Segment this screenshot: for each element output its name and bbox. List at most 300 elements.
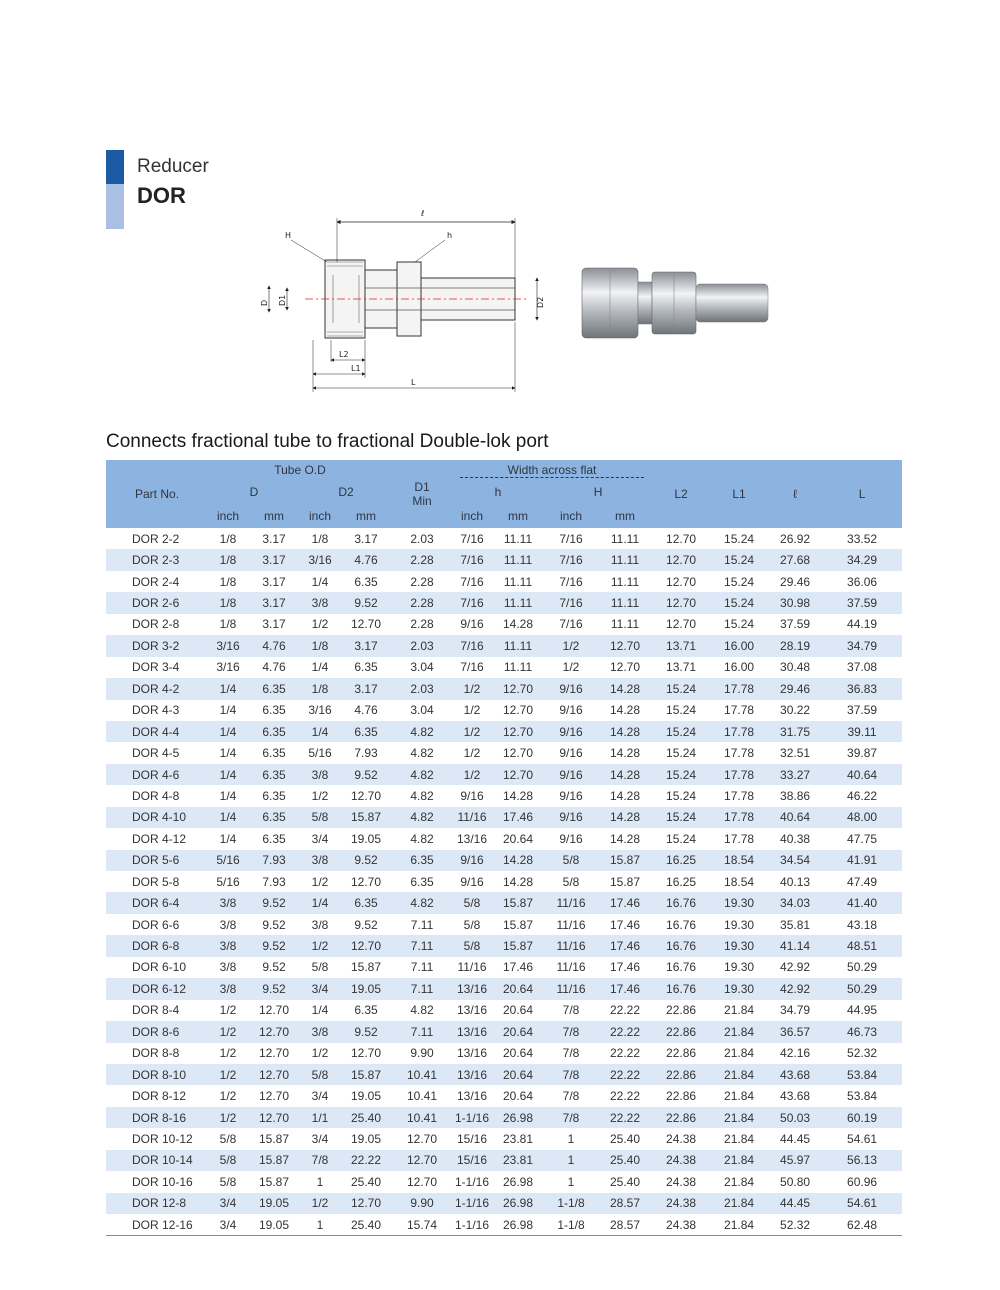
table-cell: 41.91 xyxy=(822,850,902,871)
header-H: H xyxy=(544,480,652,504)
table-cell: 17.46 xyxy=(610,960,641,975)
table-cell: 4.76 xyxy=(262,660,286,675)
table-row xyxy=(106,892,902,913)
table-cell: 1/2 xyxy=(300,935,340,956)
table-cell: 3/8 xyxy=(208,892,248,913)
table-cell: 1/2 xyxy=(311,788,329,803)
table-cell: 14.28 xyxy=(610,831,641,846)
table-cell: 15.87 xyxy=(492,892,544,913)
table-cell: 36.57 xyxy=(768,1021,822,1042)
table-cell: 12.70 xyxy=(492,764,544,785)
part-number-cell: DOR 4-4 xyxy=(106,721,208,742)
table-cell: 17.78 xyxy=(710,721,768,742)
table-cell: 9/16 xyxy=(559,831,583,846)
header-L1: L1 xyxy=(710,460,768,528)
table-cell: 5/16 xyxy=(208,850,248,871)
table-cell: 9/16 xyxy=(559,746,583,761)
table-cell: 14.28 xyxy=(492,850,544,871)
part-number-cell: DOR 12-8 xyxy=(106,1193,208,1214)
table-cell: 9/16 xyxy=(452,850,492,871)
table-cell: 10.41 xyxy=(407,1089,438,1104)
table-cell: 3/8 xyxy=(300,1021,340,1042)
table-cell: 1/2 xyxy=(208,1064,248,1085)
header-d1-min: D1 Min xyxy=(392,460,452,528)
header-D: D xyxy=(208,480,300,504)
table-cell: 15.87 xyxy=(598,850,652,871)
table-cell: 28.19 xyxy=(768,635,822,656)
table-cell: 1/2 xyxy=(562,660,580,675)
table-cell: 17.78 xyxy=(724,703,755,718)
table-cell: 11.11 xyxy=(503,531,533,546)
table-row xyxy=(106,914,902,935)
table-cell: 11.11 xyxy=(598,549,652,570)
table-cell: 5/8 xyxy=(208,1150,248,1171)
part-number-cell: DOR 10-12 xyxy=(132,1131,193,1146)
table-row xyxy=(106,1000,902,1021)
table-cell: 19.30 xyxy=(724,917,755,932)
part-number-cell: DOR 6-4 xyxy=(106,892,208,913)
table-cell: 40.38 xyxy=(780,831,811,846)
table-cell: 6.35 xyxy=(262,788,286,803)
table-cell: 25.40 xyxy=(340,1107,392,1128)
table-cell: 31.75 xyxy=(768,721,822,742)
part-number-cell: DOR 4-2 xyxy=(106,678,208,699)
table-cell: 15.87 xyxy=(610,874,641,889)
table-cell: 15.87 xyxy=(248,1150,300,1171)
part-number-cell: DOR 3-4 xyxy=(132,660,180,675)
table-cell: 9/16 xyxy=(559,788,583,803)
table-row xyxy=(106,721,902,742)
table-cell: 1 xyxy=(316,1174,324,1189)
table-row xyxy=(106,549,902,570)
header-D2: D2 xyxy=(300,480,392,504)
h-label: h xyxy=(447,231,453,240)
table-subtitle: Connects fractional tube to fractional Double-lok port xyxy=(106,431,549,452)
table-cell: 1/2 xyxy=(219,1003,237,1018)
table-cell: 12.70 xyxy=(248,1107,300,1128)
table-cell: 22.22 xyxy=(610,1003,641,1018)
L1-label: L1 xyxy=(351,364,361,373)
table-cell: 2.28 xyxy=(410,617,434,632)
part-number-cell: DOR 4-3 xyxy=(132,703,180,718)
table-cell: 12.70 xyxy=(492,678,544,699)
table-cell: 37.59 xyxy=(822,592,902,613)
table-cell: 7/8 xyxy=(544,1064,598,1085)
table-cell: 13.71 xyxy=(652,635,710,656)
table-cell: 3/16 xyxy=(308,703,332,718)
table-cell: 15/16 xyxy=(457,1131,488,1146)
table-cell: 9/16 xyxy=(544,721,598,742)
part-number-cell: DOR 10-14 xyxy=(106,1150,208,1171)
table-cell: 1/4 xyxy=(219,703,237,718)
table-cell: 15.24 xyxy=(666,788,697,803)
table-cell: 15.87 xyxy=(340,1064,392,1085)
table-cell: 5/8 xyxy=(463,917,481,932)
table-cell: 1/4 xyxy=(311,1003,329,1018)
table-cell: 1 xyxy=(567,1174,575,1189)
table-cell: 24.38 xyxy=(652,1150,710,1171)
table-cell: 14.28 xyxy=(610,788,641,803)
table-cell: 1-1/16 xyxy=(452,1214,492,1236)
table-cell: 13/16 xyxy=(452,1064,492,1085)
table-cell: 7/16 xyxy=(460,531,484,546)
table-cell: 9/16 xyxy=(460,788,484,803)
table-cell: 33.27 xyxy=(768,764,822,785)
table-cell: 20.64 xyxy=(503,831,534,846)
table-cell: 12.70 xyxy=(407,1131,438,1146)
table-cell: 11.11 xyxy=(492,592,544,613)
part-number-cell: DOR 6-6 xyxy=(132,917,180,932)
table-cell: 9/16 xyxy=(544,678,598,699)
table-cell: 12.70 xyxy=(350,617,382,632)
table-cell: 15.24 xyxy=(652,807,710,828)
table-cell: 2.03 xyxy=(392,635,452,656)
part-number-cell: DOR 8-6 xyxy=(106,1021,208,1042)
table-cell: 22.86 xyxy=(666,1089,697,1104)
table-cell: 7/8 xyxy=(562,1003,580,1018)
table-cell: 15.74 xyxy=(392,1214,452,1236)
table-cell: 1/4 xyxy=(219,788,237,803)
category-title: Reducer xyxy=(137,156,209,177)
table-cell: 9.52 xyxy=(340,850,392,871)
table-row xyxy=(106,592,902,613)
table-cell: 9/16 xyxy=(544,764,598,785)
table-cell: 3/8 xyxy=(219,917,237,932)
table-cell: 6.35 xyxy=(340,892,392,913)
table-cell: 1/2 xyxy=(219,1089,237,1104)
table-cell: 21.84 xyxy=(724,1089,755,1104)
table-cell: 1/2 xyxy=(463,703,481,718)
table-row xyxy=(106,1043,902,1064)
table-row xyxy=(106,1214,902,1236)
table-cell: 17.78 xyxy=(710,678,768,699)
part-number-cell: DOR 5-6 xyxy=(106,850,208,871)
table-cell: 7.11 xyxy=(410,960,434,975)
table-cell: 40.64 xyxy=(768,807,822,828)
table-cell: 4.82 xyxy=(410,1003,434,1018)
table-cell: 43.68 xyxy=(768,1064,822,1085)
table-cell: 17.78 xyxy=(724,788,755,803)
part-number-cell: DOR 2-2 xyxy=(132,531,180,546)
table-cell: 16.76 xyxy=(652,935,710,956)
table-cell: 11/16 xyxy=(452,807,492,828)
table-cell: 18.54 xyxy=(710,850,768,871)
table-cell: 48.51 xyxy=(822,935,902,956)
table-cell: 11/16 xyxy=(457,960,487,975)
table-cell: 9.52 xyxy=(262,960,286,975)
table-cell: 5/8 xyxy=(452,892,492,913)
table-cell: 1/8 xyxy=(300,678,340,699)
table-cell: 13/16 xyxy=(457,1046,488,1061)
table-cell: 34.54 xyxy=(768,850,822,871)
table-row xyxy=(106,828,902,849)
table-cell: 16.25 xyxy=(652,850,710,871)
table-cell: 2.03 xyxy=(410,531,434,546)
table-cell: 6.35 xyxy=(262,703,286,718)
table-cell: 53.84 xyxy=(822,1064,902,1085)
header-tube-od: Tube O.D xyxy=(208,460,392,480)
table-cell: 34.29 xyxy=(822,549,902,570)
part-number-cell: DOR 4-5 xyxy=(132,746,180,761)
table-row xyxy=(106,957,902,978)
table-cell: 20.64 xyxy=(503,1089,534,1104)
part-number-cell: DOR 4-12 xyxy=(132,831,187,846)
table-cell: 9.52 xyxy=(340,1021,392,1042)
table-cell: 9/16 xyxy=(460,874,484,889)
table-cell: 16.00 xyxy=(724,660,755,675)
part-number-cell: DOR 6-12 xyxy=(106,978,208,999)
table-cell: 3/8 xyxy=(208,978,248,999)
table-cell: 3.17 xyxy=(354,531,378,546)
table-cell: 25.40 xyxy=(610,1131,641,1146)
table-row xyxy=(106,742,902,763)
table-cell: 42.92 xyxy=(768,978,822,999)
table-cell: 37.08 xyxy=(847,660,878,675)
table-cell: 5/8 xyxy=(311,960,329,975)
table-cell: 1/2 xyxy=(208,1021,248,1042)
table-cell: 22.22 xyxy=(598,1107,652,1128)
part-number-cell: DOR 6-10 xyxy=(132,960,187,975)
table-cell: 3/4 xyxy=(208,1214,248,1236)
table-cell: 15.87 xyxy=(350,960,382,975)
technical-drawing xyxy=(255,200,555,400)
header-part-no: Part No. xyxy=(106,460,208,528)
table-cell: 17.46 xyxy=(503,960,534,975)
title-accent-bar-light xyxy=(106,184,124,229)
table-cell: 38.86 xyxy=(780,788,811,803)
part-number-cell: DOR 4-10 xyxy=(106,807,208,828)
ell-label: ℓ xyxy=(421,209,425,218)
table-cell: 32.51 xyxy=(780,746,811,761)
table-cell: 4.82 xyxy=(392,721,452,742)
table-cell: 17.78 xyxy=(710,764,768,785)
table-cell: 3/16 xyxy=(216,660,240,675)
table-cell: 1/4 xyxy=(300,892,340,913)
table-row xyxy=(106,635,902,656)
table-cell: 22.22 xyxy=(340,1150,392,1171)
table-cell: 12.70 xyxy=(258,1089,290,1104)
table-row xyxy=(106,935,902,956)
table-cell: 54.61 xyxy=(847,1131,878,1146)
table-cell: 53.84 xyxy=(847,1089,878,1104)
table-cell: 14.28 xyxy=(503,874,534,889)
table-cell: 1-1/8 xyxy=(544,1214,598,1236)
table-cell: 24.38 xyxy=(652,1214,710,1236)
table-cell: 21.84 xyxy=(710,1107,768,1128)
table-cell: 37.59 xyxy=(847,703,878,718)
D-label: D xyxy=(260,299,269,306)
part-number-cell: DOR 8-8 xyxy=(132,1046,180,1061)
table-cell: 42.16 xyxy=(780,1046,811,1061)
table-cell: 20.64 xyxy=(503,1046,534,1061)
table-cell: 24.38 xyxy=(666,1131,697,1146)
table-cell: 6.35 xyxy=(262,831,286,846)
table-cell: 12.70 xyxy=(350,874,382,889)
table-cell: 9.52 xyxy=(248,935,300,956)
table-cell: 13.71 xyxy=(666,660,697,675)
table-cell: 44.45 xyxy=(780,1131,811,1146)
table-cell: 6.35 xyxy=(410,874,434,889)
part-number-cell: DOR 12-16 xyxy=(106,1214,208,1236)
table-cell: 27.68 xyxy=(768,549,822,570)
table-cell: 45.97 xyxy=(768,1150,822,1171)
table-cell: 14.28 xyxy=(598,678,652,699)
table-cell: 12.70 xyxy=(258,1046,290,1061)
table-cell: 40.13 xyxy=(780,874,811,889)
table-cell: 16.00 xyxy=(710,635,768,656)
table-cell: 48.00 xyxy=(822,807,902,828)
table-cell: 1/2 xyxy=(311,874,329,889)
table-cell: 14.28 xyxy=(610,703,641,718)
table-cell: 16.76 xyxy=(652,978,710,999)
table-cell: 16.76 xyxy=(666,960,697,975)
table-cell: 21.84 xyxy=(724,1003,755,1018)
table-row xyxy=(106,678,902,699)
table-cell: 17.46 xyxy=(598,892,652,913)
table-cell: 46.73 xyxy=(822,1021,902,1042)
table-cell: 9.90 xyxy=(410,1046,434,1061)
table-row xyxy=(106,1150,902,1171)
table-cell: 7/16 xyxy=(559,531,583,546)
table-cell: 4.76 xyxy=(354,703,378,718)
table-cell: 1/2 xyxy=(311,1046,329,1061)
table-cell: 21.84 xyxy=(710,1064,768,1085)
table-row xyxy=(106,700,902,721)
table-cell: 13/16 xyxy=(457,831,488,846)
table-cell: 15.24 xyxy=(652,764,710,785)
table-cell: 1/2 xyxy=(300,1193,340,1214)
table-cell: 1/4 xyxy=(208,678,248,699)
table-cell: 15.87 xyxy=(258,1174,290,1189)
table-cell: 11/16 xyxy=(544,892,598,913)
table-cell: 6.35 xyxy=(392,850,452,871)
table-cell: 15.24 xyxy=(652,678,710,699)
table-cell: 3/16 xyxy=(300,549,340,570)
table-cell: 6.35 xyxy=(340,721,392,742)
table-cell: 9.52 xyxy=(340,592,392,613)
table-cell: 9.52 xyxy=(248,978,300,999)
table-cell: 1/4 xyxy=(208,807,248,828)
table-cell: 12.70 xyxy=(350,788,382,803)
table-cell: 12.70 xyxy=(666,531,697,546)
table-cell: 14.28 xyxy=(598,721,652,742)
table-cell: 6.35 xyxy=(354,660,378,675)
table-cell: 26.92 xyxy=(780,531,811,546)
table-cell: 11.11 xyxy=(492,635,544,656)
table-cell: 11/16 xyxy=(544,978,598,999)
table-cell: 7/16 xyxy=(460,660,484,675)
product-code-title: DOR xyxy=(137,183,186,208)
table-cell: 1/2 xyxy=(544,635,598,656)
table-cell: 11.11 xyxy=(610,617,640,632)
table-cell: 12.70 xyxy=(392,1150,452,1171)
table-cell: 1/4 xyxy=(208,721,248,742)
table-cell: 1-1/16 xyxy=(455,1174,490,1189)
table-row xyxy=(106,785,902,806)
table-cell: 4.82 xyxy=(392,807,452,828)
table-cell: 3/4 xyxy=(208,1193,248,1214)
L2-label: L2 xyxy=(339,350,349,359)
table-cell: 22.86 xyxy=(652,1021,710,1042)
header-unit-mm: mm xyxy=(248,504,300,528)
table-cell: 1/4 xyxy=(300,721,340,742)
part-number-cell: DOR 10-16 xyxy=(132,1174,193,1189)
header-unit-mm: mm xyxy=(492,504,544,528)
table-cell: 7.11 xyxy=(392,1021,452,1042)
table-cell: 12.70 xyxy=(652,592,710,613)
table-cell: 16.76 xyxy=(666,917,697,932)
table-cell: 50.29 xyxy=(822,978,902,999)
table-cell: 44.45 xyxy=(768,1193,822,1214)
table-cell: 1 xyxy=(300,1214,340,1236)
table-cell: 11.11 xyxy=(610,531,640,546)
table-cell: 9/16 xyxy=(559,703,583,718)
table-cell: 7/8 xyxy=(544,1107,598,1128)
table-cell: 22.86 xyxy=(652,1064,710,1085)
table-cell: 36.83 xyxy=(822,678,902,699)
table-cell: 17.78 xyxy=(724,831,755,846)
table-cell: 17.46 xyxy=(598,978,652,999)
table-row xyxy=(106,571,902,592)
table-cell: 54.61 xyxy=(822,1193,902,1214)
table-cell: 15/16 xyxy=(452,1150,492,1171)
table-cell: 33.52 xyxy=(847,531,878,546)
table-cell: 13/16 xyxy=(457,1003,488,1018)
header-unit-mm: mm xyxy=(598,504,652,528)
table-cell: 36.06 xyxy=(847,574,878,589)
table-cell: 16.25 xyxy=(666,874,697,889)
table-cell: 26.98 xyxy=(503,1174,534,1189)
table-cell: 14.28 xyxy=(610,746,641,761)
table-cell: 19.30 xyxy=(710,892,768,913)
table-cell: 7/16 xyxy=(544,592,598,613)
table-cell: 7.11 xyxy=(410,917,434,932)
table-cell: 19.05 xyxy=(248,1214,300,1236)
table-cell: 3.04 xyxy=(410,703,434,718)
table-cell: 5/16 xyxy=(216,874,240,889)
table-cell: 21.84 xyxy=(724,1174,755,1189)
table-cell: 3.17 xyxy=(262,531,286,546)
table-cell: 2.28 xyxy=(392,549,452,570)
table-cell: 19.05 xyxy=(350,1131,382,1146)
part-number-cell: DOR 2-8 xyxy=(132,617,180,632)
part-number-cell: DOR 6-8 xyxy=(106,935,208,956)
table-cell: 30.98 xyxy=(768,592,822,613)
table-cell: 11/16 xyxy=(556,917,586,932)
table-cell: 39.11 xyxy=(822,721,902,742)
table-cell: 5/8 xyxy=(300,807,340,828)
table-cell: 3/8 xyxy=(300,764,340,785)
table-cell: 47.49 xyxy=(847,874,878,889)
part-number-cell: DOR 4-6 xyxy=(106,764,208,785)
table-cell: 60.96 xyxy=(847,1174,878,1189)
table-cell: 7/16 xyxy=(559,617,583,632)
table-cell: 24.38 xyxy=(652,1193,710,1214)
table-cell: 1/8 xyxy=(219,574,237,589)
table-cell: 1/2 xyxy=(452,721,492,742)
table-cell: 1/1 xyxy=(300,1107,340,1128)
table-cell: 28.57 xyxy=(598,1214,652,1236)
table-cell: 3/8 xyxy=(219,960,237,975)
table-cell: 15.87 xyxy=(340,807,392,828)
table-cell: 15.24 xyxy=(724,617,755,632)
table-cell: 3/8 xyxy=(311,917,329,932)
table-cell: 3/4 xyxy=(311,831,329,846)
table-row xyxy=(106,764,902,785)
table-cell: 1/2 xyxy=(452,764,492,785)
table-cell: 40.64 xyxy=(822,764,902,785)
table-cell: 3/4 xyxy=(311,1089,329,1104)
